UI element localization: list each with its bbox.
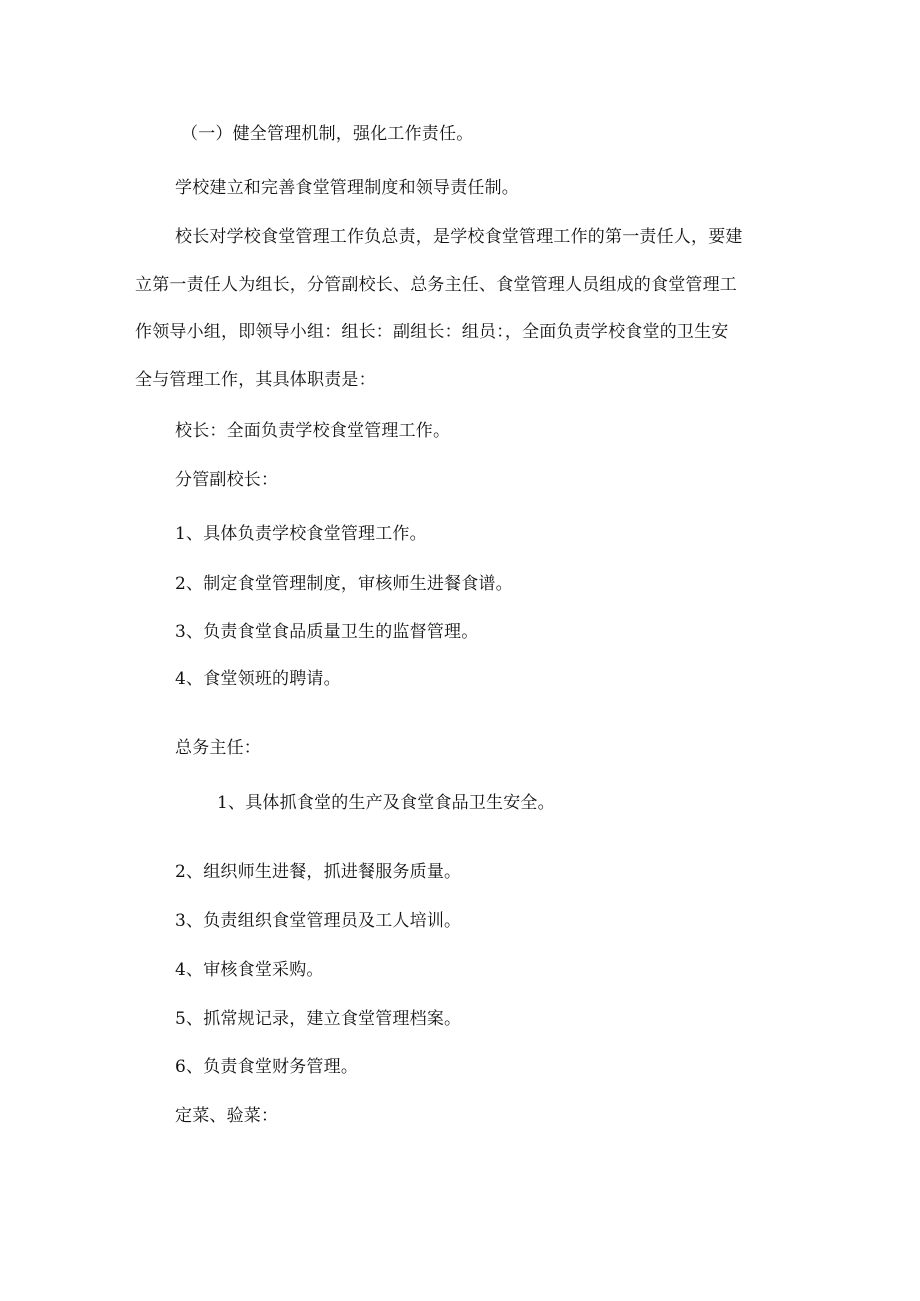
vice-principal-title: 分管副校长： — [175, 470, 279, 490]
general-affairs-title: 总务主任： — [175, 738, 261, 758]
general-affairs-item-4: 4、审核食堂采购。 — [175, 960, 324, 980]
vice-principal-item-1: 1、具体负责学校食堂管理工作。 — [175, 524, 427, 544]
paragraph-line-1: 校长对学校食堂管理工作负总责，是学校食堂管理工作的第一责任人，要建 — [175, 227, 743, 247]
general-affairs-item-2: 2、组织师生进餐，抓进餐服务质量。 — [175, 862, 462, 882]
general-affairs-item-5: 5、抓常规记录，建立食堂管理档案。 — [175, 1009, 462, 1029]
general-affairs-item-6: 6、负责食堂财务管理。 — [175, 1057, 359, 1077]
section-heading: （一）健全管理机制，强化工作责任。 — [181, 124, 474, 144]
paragraph-line-3: 作领导小组，即领导小组：组长：副组长：组员：，全面负责学校食堂的卫生安 — [135, 322, 729, 342]
paragraph-line-4: 全与管理工作，其具体职责是： — [135, 370, 376, 390]
menu-check-title: 定菜、验菜： — [175, 1106, 279, 1126]
vice-principal-item-2: 2、制定食堂管理制度，审核师生进餐食谱。 — [175, 574, 513, 594]
principal-duty: 校长：全面负责学校食堂管理工作。 — [175, 421, 451, 441]
vice-principal-item-4: 4、食堂领班的聘请。 — [175, 669, 341, 689]
intro-paragraph: 学校建立和完善食堂管理制度和领导责任制。 — [175, 178, 519, 198]
paragraph-line-2: 立第一责任人为组长，分管副校长、总务主任、食堂管理人员组成的食堂管理工 — [135, 275, 737, 295]
vice-principal-item-3: 3、负责食堂食品质量卫生的监督管理。 — [175, 622, 479, 642]
general-affairs-item-1: 1、具体抓食堂的生产及食堂食品卫生安全。 — [217, 793, 555, 813]
general-affairs-item-3: 3、负责组织食堂管理员及工人培训。 — [175, 911, 462, 931]
